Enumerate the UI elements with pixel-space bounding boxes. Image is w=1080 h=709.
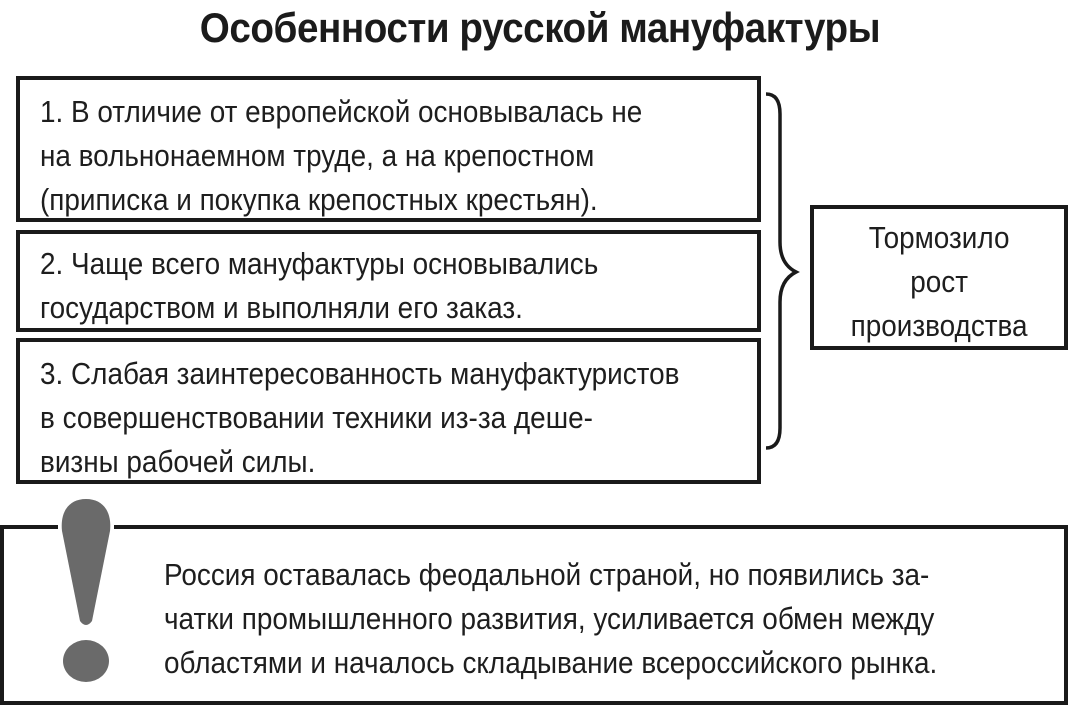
feature-1-line-3: (приписка и покупка крепостных крестьян). [40, 182, 598, 217]
feature-2-line-1: 2. Чаще всего мануфактуры основывались [40, 246, 599, 281]
conclusion-line-1: Россия оставалась феодальной страной, но появились за- [164, 557, 930, 592]
conclusion-text [164, 553, 1028, 685]
feature-1-line-1: 1. В отличие от европейской основывалась не [40, 94, 643, 129]
conclusion-box [0, 525, 1068, 705]
result-line-2: рост [910, 264, 968, 299]
result-text [814, 216, 1064, 348]
result-line-3: производства [850, 308, 1028, 343]
exclamation-icon [56, 495, 116, 687]
feature-2-line-2: государством и выполняли его заказ. [40, 290, 523, 325]
feature-3-line-1: 3. Слабая заинтересованность мануфактуристов [40, 356, 680, 391]
conclusion-line-2: чатки промышленного развития, усиливается обмен между [164, 601, 935, 636]
feature-text-1 [40, 90, 742, 222]
result-box [810, 205, 1068, 350]
feature-text-2 [40, 242, 742, 330]
feature-3-line-2: в совершенствовании техники из-за деше- [40, 400, 593, 435]
feature-1-line-2: на вольнонаемном труде, а на крепостном [40, 138, 595, 173]
result-line-1: Тормозило [868, 220, 1010, 255]
feature-text-3 [40, 352, 742, 484]
conclusion-line-3: областями и началось складывание всероссийского рынка. [164, 645, 938, 680]
feature-box-1 [16, 76, 761, 222]
feature-box-2 [16, 230, 761, 332]
feature-3-line-3: визны рабочей силы. [40, 444, 316, 479]
curly-brace-icon [760, 92, 804, 452]
feature-box-3 [16, 338, 761, 484]
page-title: Особенности русской мануфактуры [199, 4, 881, 51]
